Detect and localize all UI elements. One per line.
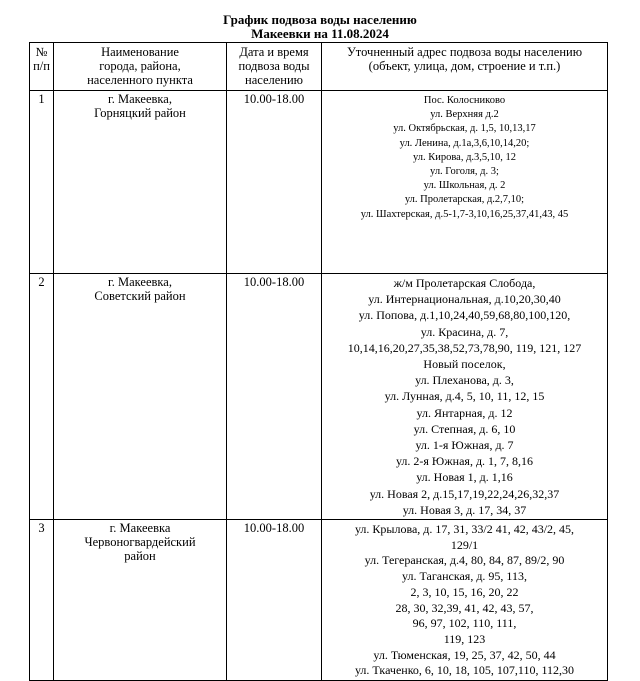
text-line: Червоногвардейский [84, 535, 196, 550]
row-address-list [322, 274, 608, 520]
row-delivery-time: 10.00-18.00 [227, 91, 322, 274]
table-row [30, 520, 608, 681]
text-line: ул. Верхняя д.2 [430, 109, 499, 121]
text-line: № [35, 45, 48, 59]
row-address-list [322, 91, 608, 274]
text-line: ул. Янтарная, д. 12 [416, 405, 513, 420]
text-line: Уточненный адрес подвоза воды населению [346, 45, 583, 59]
text-line: ул. Школьная, д. 2 [423, 180, 506, 192]
text-line: ул. Гоголя, д. 3; [430, 166, 499, 178]
row-city-district [54, 274, 227, 520]
text-line: ул. Октябрьская, д. 1,5, 10,13,17 [393, 123, 536, 135]
table-row [30, 91, 608, 274]
row-number: 3 [30, 520, 54, 681]
text-line: города, района, [99, 59, 181, 73]
row-city-district [54, 91, 227, 274]
text-line: ул. Кирова, д.3,5,10, 12 [412, 151, 517, 163]
text-line: ул. 1-я Южная, д. 7 [415, 438, 514, 453]
document-title [0, 13, 640, 41]
header-row [30, 43, 608, 91]
text-line: г. Макеевка, [108, 92, 172, 106]
text-line: 96, 97, 102, 110, 111, [412, 616, 517, 631]
text-line: ул. Таганская, д. 95, 113, [402, 569, 527, 584]
text-line: ул. Тюменская, 19, 25, 37, 42, 50, 44 [373, 647, 556, 662]
row-city-district [54, 520, 227, 681]
text-line: ул. Попова, д.1,10,24,40,59,68,80,100,120, [358, 308, 571, 323]
text-line: ул. Новая 1, д. 1,16 [416, 470, 513, 485]
text-line: Дата и время [239, 45, 309, 59]
text-line: ул. Крылова, д. 17, 31, 33/2 41, 42, 43/2, 45, [354, 522, 575, 537]
text-line: ул. Новая 3, д. 17, 34, 37 [402, 502, 527, 517]
text-line: Пос. Колосниково [423, 95, 506, 106]
table-row [30, 274, 608, 520]
text-line: населению [245, 73, 303, 87]
text-line: (объект, улица, дом, строение и т.п.) [368, 59, 561, 73]
row-delivery-time: 10.00-18.00 [227, 520, 322, 681]
row-number: 2 [30, 274, 54, 520]
text-line: населенного пункта [87, 73, 193, 87]
text-line: ул. Лунная, д.4, 5, 10, 11, 12, 15 [384, 389, 545, 404]
text-line: г. Макеевка [109, 521, 171, 536]
text-line: 119, 123 [443, 631, 486, 646]
text-line: ул. Интернациональная, д.10,20,30,40 [368, 292, 561, 307]
text-line: ж/м Пролетарская Слобода, [393, 276, 536, 290]
text-line: г. Макеевка, [108, 275, 172, 289]
text-line: 28, 30, 32,39, 41, 42, 43, 57, [395, 600, 534, 615]
text-line: ул. Тегеранская, д.4, 80, 84, 87, 89/2, 90 [364, 553, 565, 568]
row-delivery-time: 10.00-18.00 [227, 274, 322, 520]
text-line: ул. Шахтерская, д.5-1,7-3,10,16,25,37,41,43, 45 [360, 208, 569, 220]
text-line: подвоза воды [238, 59, 310, 73]
text-line: ул. Ленина, д.1а,3,6,10,14,20; [399, 137, 530, 149]
header-name [54, 43, 227, 91]
row-number: 1 [30, 91, 54, 274]
text-line: ул. Пролетарская, д.2,7,10; [404, 194, 525, 206]
text-line: Советский район [94, 289, 186, 303]
text-line: п/п [33, 59, 50, 73]
header-time [227, 43, 322, 91]
text-line: 2, 3, 10, 15, 16, 20, 22 [410, 584, 519, 599]
header-address [322, 43, 608, 91]
text-line: район [124, 549, 156, 564]
text-line: 10,14,16,20,27,35,38,52,73,78,90, 119, 121, 127 [347, 340, 582, 355]
text-line: Наименование [101, 45, 179, 59]
water-schedule-table [29, 42, 608, 681]
text-line: ул. Ткаченко, 6, 10, 18, 105, 107,110, 112,30 [354, 663, 575, 678]
title-line-2: Макеевки на 11.08.2024 [251, 26, 389, 41]
text-line: Горняцкий район [94, 106, 186, 120]
text-line: ул. Красина, д. 7, [420, 324, 509, 339]
text-line: ул. Плеханова, д. 3, [415, 373, 514, 388]
text-line: ул. 2-я Южная, д. 1, 7, 8,16 [395, 454, 534, 469]
row-address-list [322, 520, 608, 681]
text-line: 129/1 [450, 537, 479, 552]
header-num [30, 43, 54, 91]
text-line: Новый поселок, [423, 357, 506, 372]
title-line-1: График подвоза воды населению [223, 12, 417, 27]
text-line: ул. Степная, д. 6, 10 [413, 421, 516, 436]
text-line: ул. Новая 2, д.15,17,19,22,24,26,32,37 [369, 486, 560, 501]
